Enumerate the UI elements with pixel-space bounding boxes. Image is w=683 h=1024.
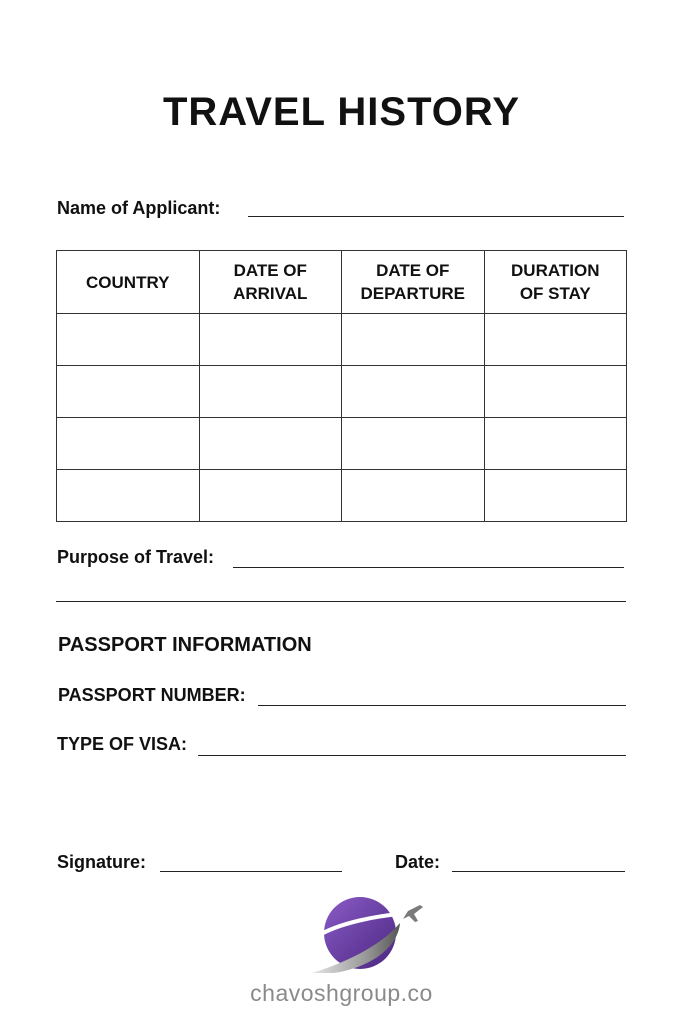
country-cell[interactable] [57, 470, 200, 522]
table-row [57, 366, 627, 418]
applicant-name-field[interactable] [248, 216, 624, 217]
table-header-row [57, 251, 627, 314]
table-row [57, 418, 627, 470]
duration-cell[interactable] [484, 366, 627, 418]
table-row [57, 314, 627, 366]
signature-label: Signature: [57, 852, 147, 872]
company-domain: chavoshgroup.co [250, 980, 433, 1006]
departure-cell[interactable] [342, 418, 485, 470]
form-title: TRAVEL HISTORY [162, 90, 520, 134]
country-cell[interactable] [57, 366, 200, 418]
globe-airplane-icon [308, 893, 426, 979]
header-date-of-arrival: DATE OF ARRIVAL [199, 251, 342, 314]
header-duration-of-stay: DURATION OF STAY [484, 251, 627, 314]
departure-cell[interactable] [342, 314, 485, 366]
visa-type-field[interactable] [198, 755, 626, 756]
passport-number-label: PASSPORT NUMBER: [58, 685, 246, 705]
duration-cell[interactable] [484, 418, 627, 470]
country-cell[interactable] [57, 418, 200, 470]
departure-cell[interactable] [342, 470, 485, 522]
departure-cell[interactable] [342, 366, 485, 418]
arrival-cell[interactable] [199, 314, 342, 366]
signature-field[interactable] [160, 871, 342, 872]
duration-cell[interactable] [484, 470, 627, 522]
passport-section-title: PASSPORT INFORMATION [58, 634, 312, 656]
purpose-of-travel-label: Purpose of Travel: [57, 547, 215, 567]
duration-cell[interactable] [484, 314, 627, 366]
travel-history-table [56, 250, 627, 522]
table-row [57, 470, 627, 522]
arrival-cell[interactable] [199, 366, 342, 418]
purpose-of-travel-field-2[interactable] [56, 601, 626, 602]
date-label: Date: [395, 852, 441, 872]
header-date-of-departure: DATE OF DEPARTURE [342, 251, 485, 314]
purpose-of-travel-field[interactable] [233, 567, 624, 568]
country-cell[interactable] [57, 314, 200, 366]
visa-type-label: TYPE OF VISA: [57, 734, 188, 754]
arrival-cell[interactable] [199, 418, 342, 470]
arrival-cell[interactable] [199, 470, 342, 522]
date-field[interactable] [452, 871, 625, 872]
applicant-name-label: Name of Applicant: [57, 198, 221, 218]
header-country: COUNTRY [57, 251, 200, 314]
passport-number-field[interactable] [258, 705, 626, 706]
